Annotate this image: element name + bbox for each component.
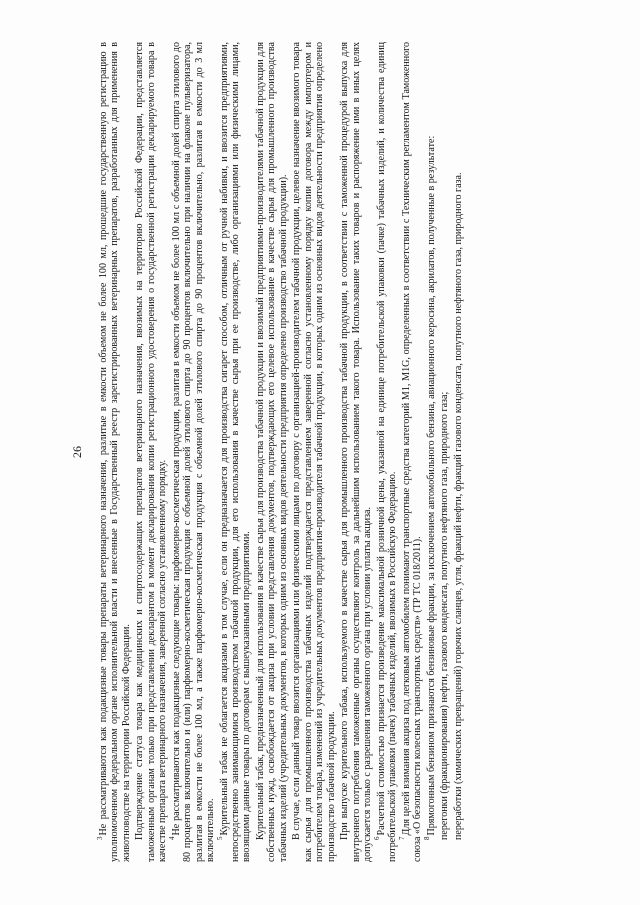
footnote-text: Не рассматриваются как подакцизные следующие товары: парфюмерно-косметическая продукция, разлитая в емкости объемом не более 100 мл с объемной долей спирта этилового до 80 процентов включительно и (или) парфюмерно-косметическая продукция с объемной долей этилового спирта до 90 процентов включительно при наличии на флаконе пульверизатора, разлитая в емкости не более 100 мл, а также парфюмерно-косметическая продукция с объемной долей этилового спирта до 90 процентов включительно, разлитая в емкости до 3 мл включительно.	[170, 42, 217, 862]
footnote-text: При выпуске курительного табака, используемого в качестве сырья для промышленного производства табачной продукции, в соответствии с таможенной процедурой выпуска для внутреннего потребления таможенные органы осуществляют контроль за дальнейшим использованием такого товара. Использование таких товаров и распоряжение ими в иных целях допускается только с разрешения таможенного органа при условии уплаты акциза.	[339, 42, 374, 862]
footnote-text: Подтверждение статуса товара как медицинских и спиртосодержащих препаратов ветеринарного назначения, ввозимых на территорию Российской Федерации, представляется таможенным органам только при представлении декларантом в момент декларирования копии регистрационного удостоверения о государственной регистрации декларируемого товара в качестве препарата ветеринарного назначения, заверенной согласно установленному порядку.	[134, 42, 169, 862]
footnote-text: Курительный табак, предназначенный для использования в качестве сырья для производства табачной продукции и ввозимый предприятиями-производителями табачной продукции для собственных нужд, освобождается от акциза при условии представления документов, подтверждающих его целевое использование в качестве сырья для промышленного производства табачных изделий (учредительных документов, в которых одним из основных видов деятельности предприятия определено производство табачной продукции).	[255, 42, 289, 862]
footnote-text: Прямогонным бензином признаются бензиновые фракции, за исключением автомобильного бензина, авиационного керосина, акрилатов, полученные в результате:	[425, 135, 437, 836]
footnote-mark: 3	[95, 836, 104, 840]
footnote-paragraph	[439, 42, 450, 862]
footnote-paragraph	[95, 42, 132, 862]
footnote-paragraph	[216, 42, 253, 862]
footnote-paragraph	[255, 42, 289, 862]
footnote-paragraph	[423, 42, 437, 862]
footnote-paragraph	[453, 42, 464, 862]
footnote-paragraph	[134, 42, 168, 862]
footnote-mark: 5	[216, 836, 225, 840]
footnote-paragraph	[398, 42, 424, 862]
footnote-mark: 6	[373, 836, 382, 840]
footnote-text: В случае, если данный товар ввозится организациями или физическими лицами по договору с организацией-производителем табачной продукции, целевое назначение ввозимого товара как сырья для промышленного производства табачных изделий подтверждается представлением заверенной согласно установленному порядку копии договора между импортером и потребителем товара, изменений из учредительных документов предприятия-производителя табачной продукции, в которых одним из основных видов деятельности предприятия определено производство табачной продукции.	[291, 42, 337, 862]
rotated-page-content	[60, 42, 580, 862]
footnote-mark: 8	[423, 836, 432, 840]
footnote-text: Не рассматриваются как подакцизные товары препараты ветеринарного назначения, разлитые в емкости объемом не более 100 мл, прошедшие государственную регистрацию в уполномоченном федеральном органе исполнительной власти и внесенные в Государственный реестр зарегистрированных ветеринарных препаратов, разработанных для применения в животноводстве на территории Российской Федерации.	[98, 42, 132, 862]
page-number: 26	[70, 446, 84, 458]
footnote-paragraph	[339, 42, 373, 862]
footnote-text: Курительный табак не облагается акцизами в том случае, если он предназначается для производства сигарет способом, отличным от ручной набивки, и ввозится предприятиями, непосредственно занимающимися производством табачной продукции, для его использования в качестве сырья при ее производстве, либо организациями или физическими лицами, ввозящими данные товары по договорам с вышеуказанными предприятиями.	[218, 42, 253, 862]
footnote-paragraph	[373, 42, 399, 862]
footnote-text: Для целей взимания акциза под легковым автомобилем понимают транспортные средства категорий M1, M1G, определенных в соответствии с Техническим регламентом Таможенного союза «О безопасности колесных транспортных средств» (ТР ТС 018/2011).	[400, 42, 424, 862]
footnote-text: перегонки (фракционирования) нефти, газового конденсата, попутного нефтяного газа, природного газа;	[439, 391, 451, 840]
footnote-paragraph	[168, 42, 217, 862]
footnote-text: переработки (химических превращений) горючих сланцев, угля, фракций нефти, фракций газового конденсата, попутного нефтяного газа, природного газа.	[452, 172, 464, 840]
footnote-mark: 7	[398, 836, 407, 840]
footnote-mark: 4	[168, 836, 177, 840]
footnotes-block	[95, 42, 578, 862]
footnote-text: Расчетной стоимостью признается произведение максимальной розничной цены, указанной на единице потребительской упаковки (пачке) табачных изделий, и количества единиц потребительской упаковки (пачек) табачных изделий, ввозимых в Российскую Федерацию.	[375, 42, 399, 862]
footnote-paragraph	[291, 42, 337, 862]
